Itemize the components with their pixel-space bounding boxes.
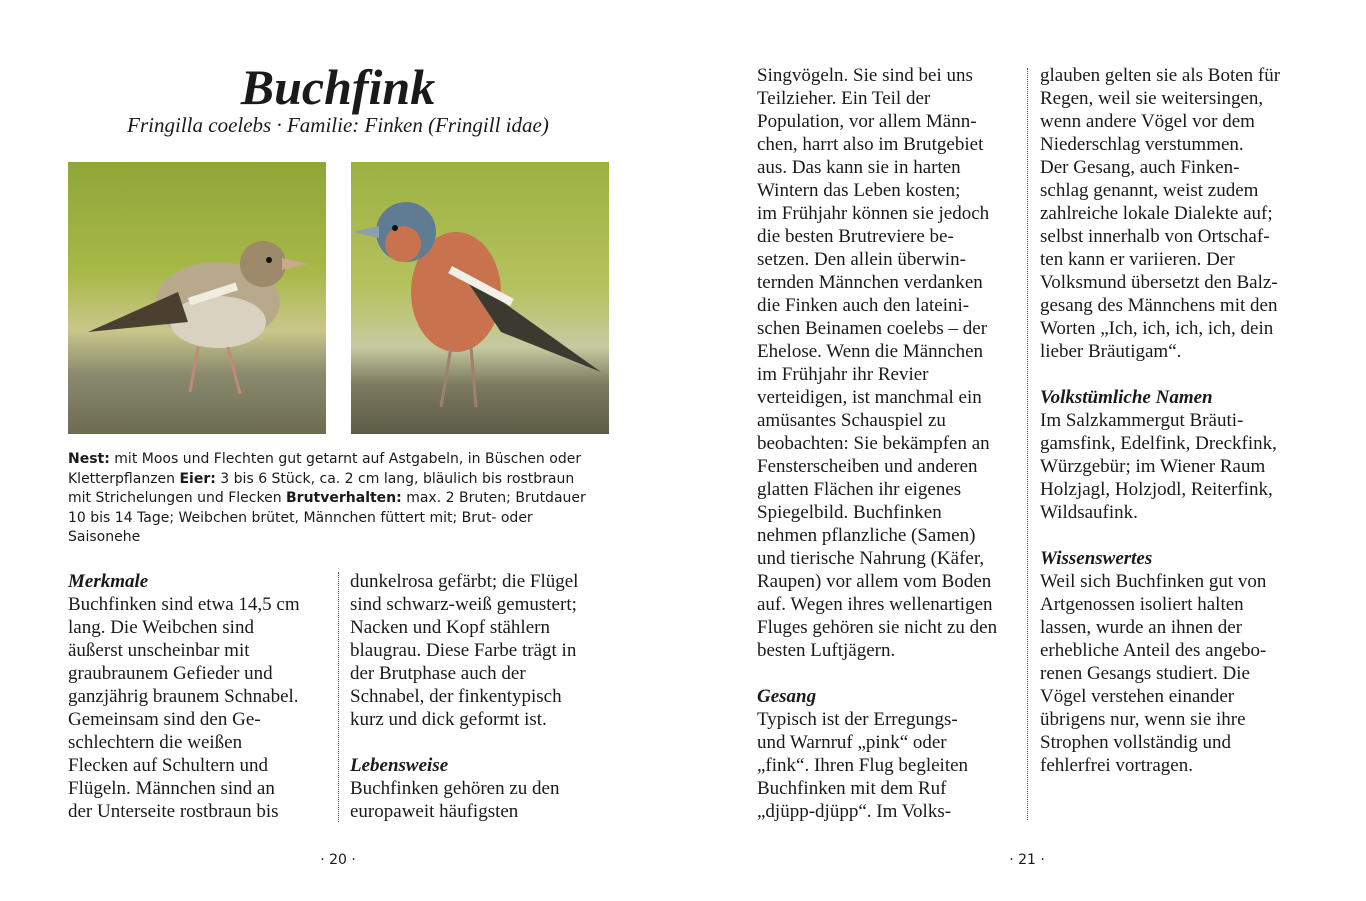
text-line: selbst innerhalb von Ortschaf- <box>1040 226 1270 247</box>
text-line: auf. Wegen ihres wellenartigen <box>757 594 993 615</box>
fact-label: Eier: <box>179 470 216 487</box>
text-line: übrigens nur, wenn sie ihre <box>1040 709 1246 730</box>
text-line: im Frühjahr können sie jedoch <box>757 203 990 224</box>
text-line: Fensterscheiben und anderen <box>757 456 978 477</box>
section-heading: Merkmale <box>68 571 149 592</box>
text-line: ganzjährig braunem Schnabel. <box>68 686 299 707</box>
text-line: lieber Bräutigam“. <box>1040 341 1182 362</box>
text-line: Volksmund übersetzt den Balz- <box>1040 272 1278 293</box>
text-line: dunkelrosa gefärbt; die Flügel <box>350 571 579 592</box>
text-line: der Brutphase auch der <box>350 663 526 684</box>
text-line: Typisch ist der Erregungs- <box>757 709 958 730</box>
text-line: Buchfinken gehören zu den <box>350 778 560 799</box>
photo-male-chaffinch <box>351 162 609 434</box>
text-line: im Frühjahr ihr Revier <box>757 364 929 385</box>
text-line: renen Gesangs studiert. Die <box>1040 663 1250 684</box>
text-line: Nacken und Kopf stählern <box>350 617 550 638</box>
text-line: Schnabel, der finkentypisch <box>350 686 562 707</box>
text-line: ten kann er variieren. Der <box>1040 249 1235 270</box>
column-divider <box>1027 68 1028 820</box>
text-line: Flügeln. Männchen sind an <box>68 778 275 799</box>
text-line: sind schwarz-weiß gemustert; <box>350 594 577 615</box>
text-line <box>757 662 1027 685</box>
text-line: gesang des Männchens mit den <box>1040 295 1278 316</box>
text-line: „djüpp-djüpp“. Im Volks- <box>757 801 952 822</box>
fact-text: max. 2 Bruten; Brutdauer 10 bis 14 Tage; Weibchen brütet, Männchen füttert mit; Brut- oder Saisonehe <box>68 490 586 545</box>
text-line <box>1040 363 1310 386</box>
text-line: Der Gesang, auch Finken- <box>1040 157 1240 178</box>
text-line: Regen, weil sie weitersingen, <box>1040 88 1264 109</box>
text-line: wenn andere Vögel vor dem <box>1040 111 1255 132</box>
fact-text: 3 bis 6 Stück, ca. 2 cm lang, bläulich bis rostbraun mit Strichelungen und Flecken <box>68 470 575 506</box>
text-line: europaweit häufigsten <box>350 801 519 822</box>
text-line: zahlreiche lokale Dialekte auf; <box>1040 203 1273 224</box>
bird-male-illustration <box>351 162 609 434</box>
text-line: lang. Die Weibchen sind <box>68 617 254 638</box>
text-line: Population, vor allem Männ- <box>757 111 977 132</box>
photo-female-chaffinch <box>68 162 326 434</box>
fact-text: mit Moos und Flechten gut getarnt auf Astgabeln, in Büschen oder Kletterpflanzen <box>68 451 582 487</box>
page-title: Buchfink <box>240 59 436 115</box>
text-line: setzen. Den allein überwin- <box>757 249 966 270</box>
text-line: und tierische Nahrung (Käfer, <box>757 548 985 569</box>
text-line: Gemeinsam sind den Ge- <box>68 709 261 730</box>
text-line: Spiegelbild. Buchfinken <box>757 502 942 523</box>
text-line: Strophen vollständig und <box>1040 732 1232 753</box>
text-line: schlechtern die weißen <box>68 732 243 753</box>
page-number-left: · 20 · <box>320 852 356 868</box>
text-line: chen, harrt also im Brutgebiet <box>757 134 984 155</box>
text-line: beobachten: Sie bekämpfen an <box>757 433 990 454</box>
text-line: Worten „Ich, ich, ich, ich, dein <box>1040 318 1274 339</box>
text-line: verteidigen, ist manchmal ein <box>757 387 982 408</box>
text-line: der Unterseite rostbraun bis <box>68 801 279 822</box>
text-line: aus. Das kann sie in harten <box>757 157 961 178</box>
text-line: äußerst unscheinbar mit <box>68 640 250 661</box>
section-heading: Lebensweise <box>350 755 449 776</box>
text-line: „fink“. Ihren Flug begleiten <box>757 755 969 776</box>
text-line: Buchfinken mit dem Ruf <box>757 778 947 799</box>
page-number-right: · 21 · <box>1009 852 1045 868</box>
text-line: Teilzieher. Ein Teil der <box>757 88 931 109</box>
text-line: Artgenossen isoliert halten <box>1040 594 1244 615</box>
species-subtitle: Fringilla coelebs · Familie: Finken (Fringill idae) <box>127 113 549 137</box>
text-line: Ehelose. Wenn die Männchen <box>757 341 984 362</box>
text-line: Buchfinken sind etwa 14,5 cm <box>68 594 300 615</box>
text-line: glatten Flächen ihr eigenes <box>757 479 962 500</box>
text-line: Raupen) vor allem vom Boden <box>757 571 992 592</box>
text-column-4 <box>1040 64 1310 777</box>
text-line: Fluges gehören sie nicht zu den <box>757 617 998 638</box>
text-column-3 <box>757 64 1027 823</box>
text-line: Weil sich Buchfinken gut von <box>1040 571 1267 592</box>
text-line: gamsfink, Edelfink, Dreckfink, <box>1040 433 1277 454</box>
column-divider <box>338 572 339 822</box>
text-line: blaugrau. Diese Farbe trägt in <box>350 640 577 661</box>
text-line: schen Beinamen coelebs – der <box>757 318 988 339</box>
text-line: ternden Männchen verdanken <box>757 272 983 293</box>
text-line: glauben gelten sie als Boten für <box>1040 65 1281 86</box>
text-line: Singvögeln. Sie sind bei uns <box>757 65 973 86</box>
text-line: Holzjagl, Holzjodl, Reiterfink, <box>1040 479 1273 500</box>
fact-label: Brutverhalten: <box>286 490 402 506</box>
text-line: besten Luftjägern. <box>757 640 896 661</box>
text-line: die Finken auch den lateini- <box>757 295 970 316</box>
text-line: Flecken auf Schultern und <box>68 755 268 776</box>
text-line: die besten Brutreviere be- <box>757 226 954 247</box>
section-heading: Volkstümliche Namen <box>1040 387 1213 408</box>
text-line: Wildsaufink. <box>1040 502 1138 523</box>
section-heading: Gesang <box>757 686 817 707</box>
text-line: Im Salzkammergut Bräuti- <box>1040 410 1244 431</box>
text-line: kurz und dick geformt ist. <box>350 709 547 730</box>
text-line: graubraunem Gefieder und <box>68 663 273 684</box>
text-column-2 <box>350 570 620 823</box>
text-line: erhebliche Anteil des angebo- <box>1040 640 1267 661</box>
text-line: lassen, wurde an ihnen der <box>1040 617 1243 638</box>
text-line: Wintern das Leben kosten; <box>757 180 961 201</box>
text-line <box>1040 524 1310 547</box>
section-heading: Wissenswertes <box>1040 548 1153 569</box>
text-line: Vögel verstehen einander <box>1040 686 1235 707</box>
text-column-1 <box>68 570 338 823</box>
breeding-facts <box>68 450 598 548</box>
fact-label: Nest: <box>68 451 110 467</box>
text-line: und Warnruf „pink“ oder <box>757 732 947 753</box>
text-line <box>350 731 620 754</box>
text-line: Niederschlag verstummen. <box>1040 134 1244 155</box>
text-line: fehlerfrei vortragen. <box>1040 755 1193 776</box>
text-line: schlag genannt, weist zudem <box>1040 180 1259 201</box>
text-line: nehmen pflanzliche (Samen) <box>757 525 976 546</box>
text-line: amüsantes Schauspiel zu <box>757 410 946 431</box>
bird-female-illustration <box>68 162 326 434</box>
text-line: Würzgebür; im Wiener Raum <box>1040 456 1266 477</box>
